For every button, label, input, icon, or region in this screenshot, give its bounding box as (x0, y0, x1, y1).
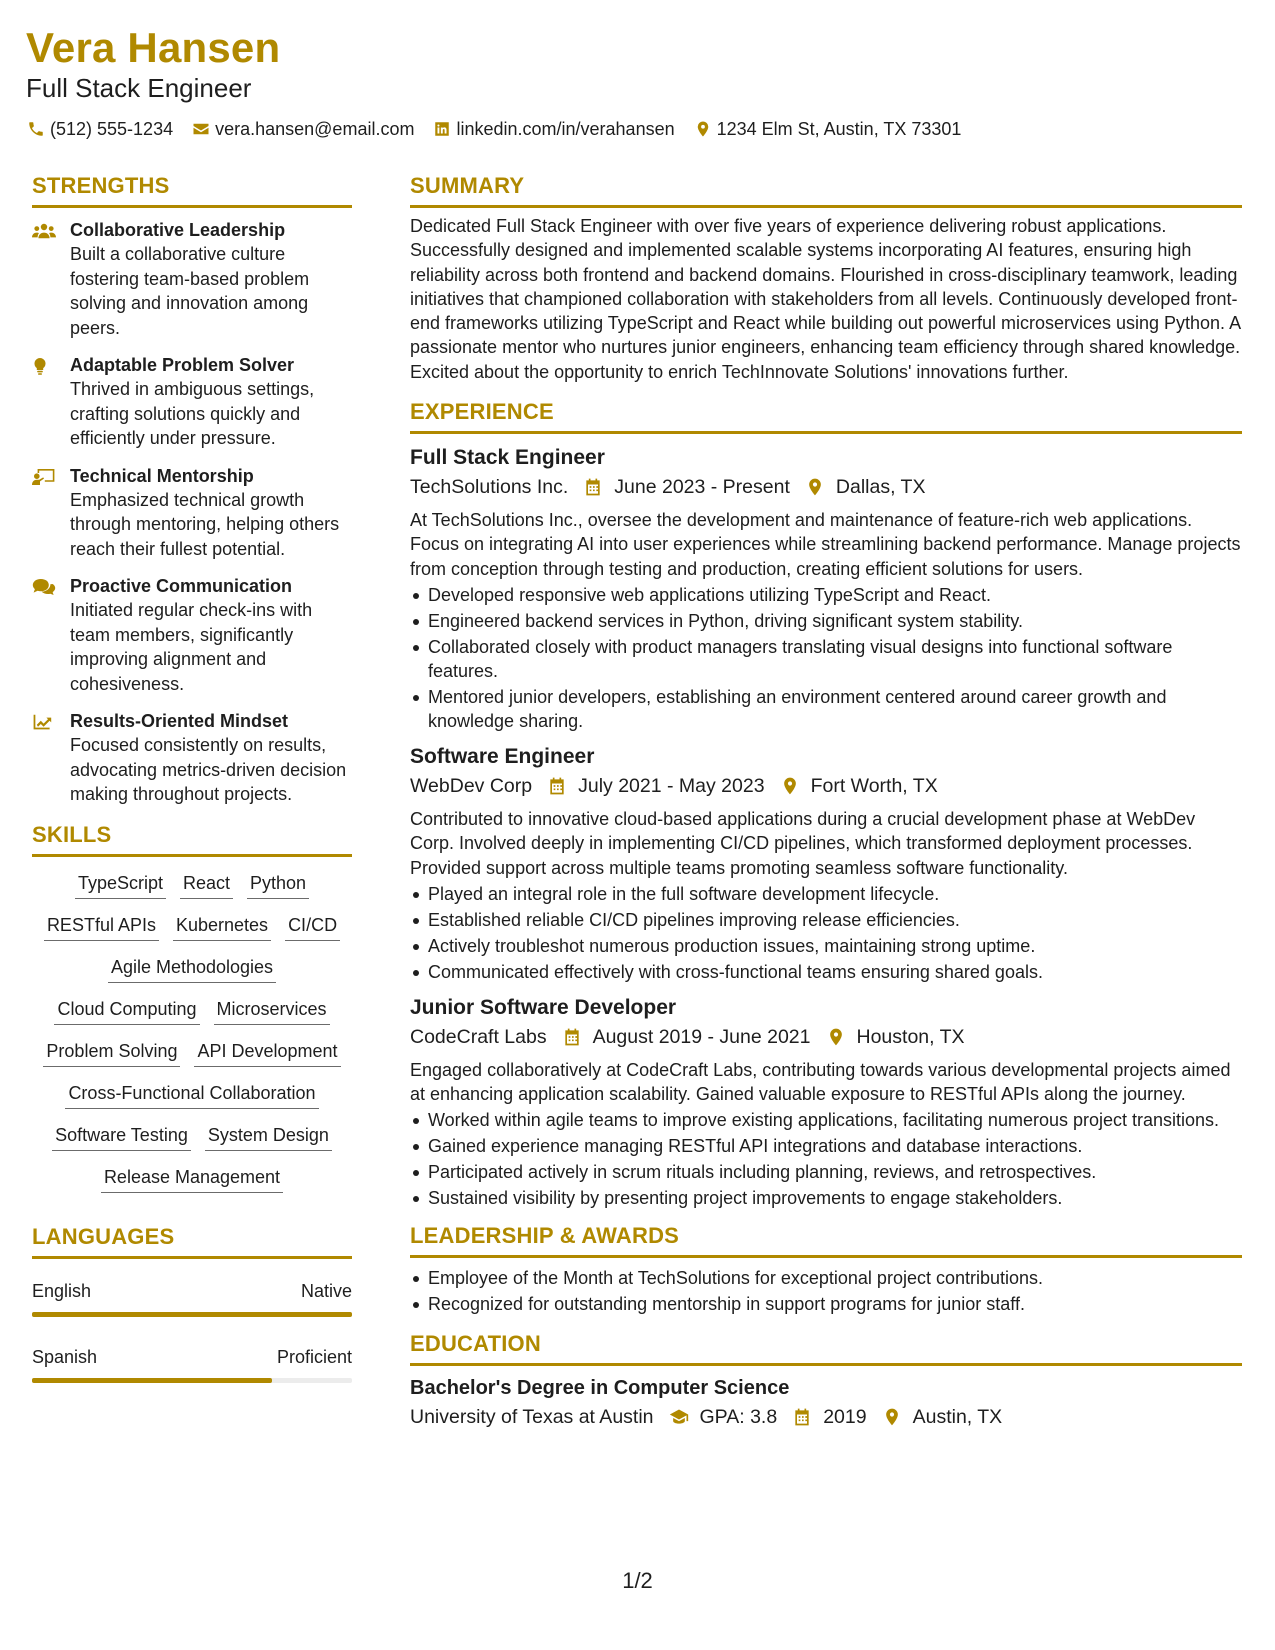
skill-row (32, 1039, 352, 1067)
experience-heading: EXPERIENCE (410, 398, 1242, 434)
language-level-fill (32, 1378, 272, 1383)
degree-title: Bachelor's Degree in Computer Science (410, 1377, 790, 1400)
strength-item (32, 218, 352, 340)
skills-list (32, 871, 352, 1193)
contact-linkedin[interactable] (432, 118, 674, 140)
job-title: Software Engineer (410, 744, 595, 768)
strength-title: Adaptable Problem Solver (70, 355, 295, 375)
teacher-icon (32, 464, 70, 562)
graduation-year: 2019 (823, 1406, 867, 1429)
language-level: Native (300, 1280, 352, 1301)
strength-title: Proactive Communication (70, 576, 293, 596)
skill-row (32, 1081, 352, 1109)
skill-row (32, 1123, 352, 1151)
job-dates: June 2023 - Present (614, 476, 790, 499)
job-company: TechSolutions Inc. (410, 476, 569, 499)
job-bullet: Engineered backend services in Python, driving significant system stability. (410, 609, 1242, 633)
strength-desc: Initiated regular check-ins with team members, significantly improving alignment and cohesiveness. (70, 600, 313, 694)
skill-row (32, 997, 352, 1025)
job-meta (410, 1022, 1242, 1052)
languages-list (32, 1279, 352, 1383)
right-column (410, 172, 1242, 1438)
job-description: At TechSolutions Inc., oversee the development and maintenance of feature-rich web applications. Focus on integrating AI into user experiences while streamlining backend performance. Manage projects from conception through testing and production, creating efficient solutions for users. (410, 510, 1241, 579)
strength-desc: Thrived in ambiguous settings, crafting solutions quickly and efficiently under pressure. (70, 379, 315, 448)
education-location: Austin, TX (912, 1406, 1003, 1429)
job-entry (410, 994, 1242, 1211)
lightbulb-icon (32, 353, 70, 451)
job-bullet: Mentored junior developers, establishing an environment centered around career growth and knowledge sharing. (410, 685, 1242, 733)
job-bullet: Played an integral role in the full software development lifecycle. (410, 882, 1242, 906)
strength-desc: Built a collaborative culture fostering team-based problem solving and innovation among peers. (70, 244, 310, 338)
linkedin-text: linkedin.com/in/verahansen (456, 119, 675, 139)
skills-heading: SKILLS (32, 821, 352, 857)
skill-tag: TypeScript (75, 871, 166, 899)
location-icon (804, 476, 826, 498)
job-title: Junior Software Developer (410, 995, 677, 1019)
phone-text: (512) 555-1234 (50, 119, 174, 139)
language-item (32, 1345, 352, 1383)
skill-tag: Kubernetes (173, 913, 271, 941)
strength-item (32, 353, 352, 451)
language-name: English (32, 1280, 92, 1301)
awards-heading: LEADERSHIP & AWARDS (410, 1222, 1242, 1258)
skill-tag: Cross-Functional Collaboration (65, 1081, 318, 1109)
job-bullet: Developed responsive web applications utilizing TypeScript and React. (410, 583, 1242, 607)
job-location: Houston, TX (856, 1025, 965, 1048)
awards-list (410, 1266, 1242, 1316)
skill-tag: Cloud Computing (54, 997, 199, 1025)
job-company: WebDev Corp (410, 774, 533, 797)
page-number: 1/2 (622, 1568, 653, 1593)
location-icon (693, 119, 713, 139)
summary-text: Dedicated Full Stack Engineer with over five years of experience delivering robust applications. Successfully designed and implemented scalable systems incorporating AI features, ensuring high reliability across both frontend and backend domains. Flourished in cross-disciplinary teamwork, leading initiatives that championed collaboration with stakeholders from all levels. Continuously developed front-end frameworks utilizing TypeScript and React while building out powerful microservices using Python. A passionate mentor who nurtures junior engineers, enhancing team efficiency through shared knowledge. Excited about the opportunity to enrich TechInnovate Solutions' innovations further. (410, 216, 1241, 382)
job-description: Contributed to innovative cloud-based applications during a crucial development phase at WebDev Corp. Involved deeply in implementing CI/CD pipelines, which transformed deployment processes. Provided support across multiple teams promoting seamless software functionality. (410, 808, 1196, 878)
job-bullet: Communicated effectively with cross-functional teams ensuring shared goals. (410, 960, 1242, 984)
strength-item (32, 574, 352, 696)
skill-tag: Software Testing (52, 1123, 191, 1151)
skill-tag: System Design (205, 1123, 332, 1151)
calendar-icon (791, 1406, 813, 1428)
contact-bar (26, 118, 1256, 140)
language-level-bar (32, 1378, 352, 1383)
skill-row (32, 955, 352, 983)
location-icon (779, 775, 801, 797)
calendar-icon (546, 775, 568, 797)
skill-tag: Python (247, 871, 309, 899)
strength-title: Collaborative Leadership (70, 220, 286, 240)
job-bullets (410, 583, 1242, 733)
skill-tag: Agile Methodologies (108, 955, 276, 983)
contact-email[interactable] (191, 118, 414, 140)
language-level-fill (32, 1312, 352, 1317)
school-name: University of Texas at Austin (410, 1406, 654, 1429)
candidate-name: Vera Hansen (26, 24, 281, 71)
education-meta (410, 1402, 1242, 1432)
gpa-text: GPA: 3.8 (699, 1406, 778, 1429)
job-location: Dallas, TX (835, 476, 926, 499)
calendar-icon (582, 476, 604, 498)
job-entry (410, 743, 1242, 984)
job-bullet: Collaborated closely with product managers translating visual designs into functional software features. (410, 635, 1242, 683)
job-bullet: Worked within agile teams to improve existing applications, facilitating numerous project transitions. (410, 1108, 1242, 1132)
job-bullet: Sustained visibility by presenting project improvements to engage stakeholders. (410, 1186, 1242, 1210)
skill-tag: CI/CD (285, 913, 340, 941)
strengths-list (32, 218, 352, 807)
languages-heading: LANGUAGES (32, 1223, 352, 1259)
job-location: Fort Worth, TX (810, 774, 938, 797)
education-entry (410, 1374, 1242, 1432)
skill-tag: Release Management (101, 1165, 283, 1193)
users-icon (32, 218, 70, 340)
job-bullets (410, 882, 1242, 984)
language-level-bar (32, 1312, 352, 1317)
job-description: Engaged collaboratively at CodeCraft Labs, contributing towards various developmental projects aimed at enhancing application scalability. Gained valuable exposure to RESTful APIs along the journey. (410, 1059, 1231, 1105)
award-item: Recognized for outstanding mentorship in support programs for junior staff. (410, 1292, 1242, 1316)
location-icon (825, 1026, 847, 1048)
job-company: CodeCraft Labs (410, 1025, 547, 1048)
job-bullet: Established reliable CI/CD pipelines improving release efficiencies. (410, 908, 1242, 932)
job-meta (410, 771, 1242, 801)
job-dates: August 2019 - June 2021 (592, 1025, 811, 1048)
strength-title: Results-Oriented Mindset (70, 711, 289, 731)
email-text: vera.hansen@email.com (215, 119, 415, 139)
skill-tag: React (180, 871, 233, 899)
email-icon (191, 119, 211, 139)
skill-tag: Microservices (214, 997, 330, 1025)
linkedin-icon (432, 119, 452, 139)
job-bullet: Participated actively in scrum rituals including planning, reviews, and retrospectives. (410, 1160, 1242, 1184)
job-bullet: Gained experience managing RESTful API integrations and database interactions. (410, 1134, 1242, 1158)
skill-row (32, 871, 352, 899)
contact-address (693, 118, 962, 140)
education-heading: EDUCATION (410, 1330, 1242, 1366)
chart-line-icon (32, 709, 70, 807)
award-item: Employee of the Month at TechSolutions for exceptional project contributions. (410, 1266, 1242, 1290)
strength-desc: Emphasized technical growth through mentoring, helping others reach their fullest potential. (70, 489, 340, 559)
calendar-icon (561, 1026, 583, 1048)
summary-heading: SUMMARY (410, 172, 1242, 208)
job-dates: July 2021 - May 2023 (578, 774, 765, 797)
location-icon (881, 1406, 903, 1428)
address-text: 1234 Elm St, Austin, TX 73301 (716, 119, 962, 139)
comments-icon (32, 574, 70, 696)
contact-phone (26, 118, 173, 140)
skill-tag: Problem Solving (43, 1039, 180, 1067)
job-entry (410, 444, 1242, 733)
phone-icon (26, 119, 46, 139)
job-meta (410, 472, 1242, 502)
strengths-heading: STRENGTHS (32, 172, 352, 208)
candidate-title: Full Stack Engineer (26, 73, 252, 103)
job-bullet: Actively troubleshot numerous production issues, maintaining strong uptime. (410, 934, 1242, 958)
skill-row (32, 913, 352, 941)
skill-tag: RESTful APIs (44, 913, 159, 941)
job-bullets (410, 1108, 1242, 1210)
language-level: Proficient (276, 1346, 352, 1367)
strength-item (32, 709, 352, 807)
skill-tag: API Development (194, 1039, 340, 1067)
resume-header (26, 22, 1256, 140)
skill-row (32, 1165, 352, 1193)
language-item (32, 1279, 352, 1317)
left-column (32, 172, 352, 1411)
language-name: Spanish (32, 1346, 98, 1367)
job-title: Full Stack Engineer (410, 446, 605, 470)
graduation-cap-icon (668, 1406, 690, 1428)
strength-desc: Focused consistently on results, advocating metrics-driven decision making throughout projects. (70, 735, 347, 804)
strength-title: Technical Mentorship (70, 465, 254, 486)
strength-item (32, 464, 352, 562)
